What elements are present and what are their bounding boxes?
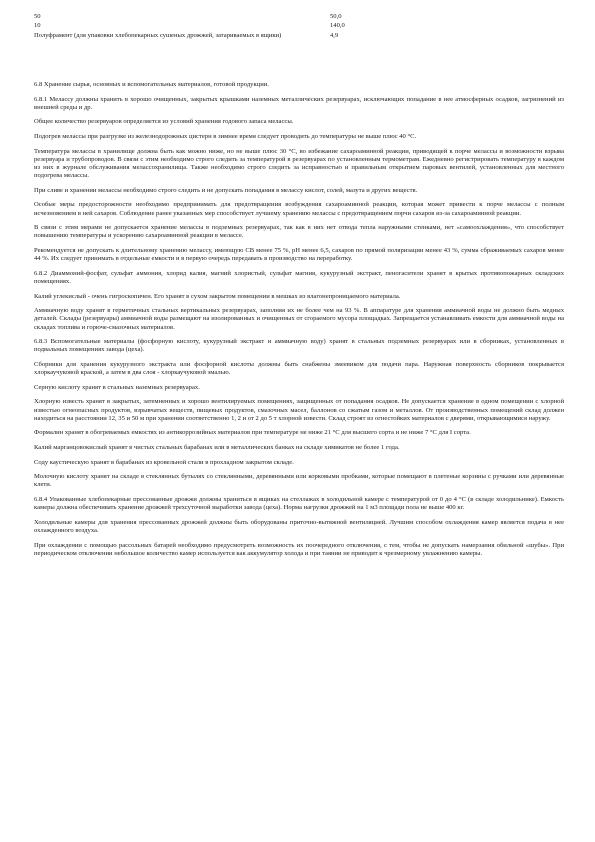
paragraph: 6.8.2 Диаммоний-фосфат, сульфат аммония, хлорид калия, магний хлористый, сульфат магния, кукурузный экстракт, пеногасители хранят в крытых противопожарных складских помещениях. [34, 269, 564, 285]
paragraph: Молочную кислоту хранят на складе в стеклянных бутылях со стеклянными, деревянными или корковыми пробками, которые помещают в плетеные корзины с ручками или деревянные клети. [34, 473, 564, 489]
paragraph: Особые меры предосторожности необходимо предпринимать для предотвращения возбуждения сахароаминной реакции, которая может привести к порче мелассы с полным исчезновением в ней сахаров. Соблюдение ранее указанных мер способствует лучшему хранению мелассы с предотвращением порчи сахаров из-за сахароаминной реакции. [34, 201, 564, 217]
table-row [34, 32, 554, 51]
table-row [34, 22, 554, 31]
table-cell: 4,9 [330, 31, 339, 39]
paragraph: Холодильные камеры для хранения прессованных дрожжей должны быть оборудованы приточно-вытяжной вентиляцией. Лучшим способом охлаждения камер является подача в нее охлажденного воздуха. [34, 518, 564, 534]
paragraph: Температура мелассы в хранилище должна быть как можно ниже, но не выше плюс 30 °С, во избежание сахароаминной реакции, приводящей к порче мелассы и возможности взрыва резервуара и трубопроводов. В связи с этим необходимо строго следить за температурой в резервуарах по установленным термометрам. Ежедневно регистрировать температуру в каждом из них в журнале обслуживания мелассохранилища. Также необходимо строго следить за исправностью и правильным открытием паровых вентилей, установленных для местного подогрева мелассы. [34, 147, 564, 180]
paragraph: Аммиачную воду хранят в герметичных стальных вертикальных резервуарах, заполняя их не более чем на 93 %. В аппаратуре для хранения аммиачной воды не должно быть медных деталей. Склады (резервуары) аммиачной воды размещают на изолированных и очищенных от сгораемого мусора площадках. Запрещается устанавливать емкости для аммиачной воды на складах топлива и горюче-смазочных материалов. [34, 307, 564, 331]
paragraph: Подогрев мелассы при разгрузке из железнодорожных цистерн в зимнее время следует проводить до температуры не выше плюс 40 °С. [34, 132, 417, 140]
paragraph: В связи с этим мерами не допускается хранение мелассы в подземных резервуарах, так как в них нет отвода тепла наружными стенками, нет «самоохлаждения», что способствует повышению температуры и ускорению сахароаминной реакции в мелассе. [34, 224, 564, 240]
table-cell: 50,0 [330, 13, 342, 20]
table-cell: 10 [34, 22, 41, 30]
paragraph: Хлорную известь хранят в закрытых, затемненных и хорошо вентилируемых помещениях, защищенных от попадания осадков. Не допускается хранение в одном помещении с хлорной известью огнеопасных продуктов, взрывчатых веществ, пищевых продуктов, смазочных масел, баллонов со сжатым газом и металлов. От производственных помещений склад должен находиться на расстоянии 12, 35 и 50 м при хранении соответственно 1, 2 и от 2 до 5 т хлорной извести. Склад строят из огнестойких материалов с дверями, открывающимися наружу. [34, 398, 564, 422]
paragraph: Сборники для хранения кукурузного экстракта или фосфорной кислоты должны быть снабжены змеевиком для подачи пара. Наружная поверхность сборников покрывается хлоркаучуковой краской, а затем в два слоя - хлоркаучуковой эмалью. [34, 360, 564, 377]
paragraph: 6.8.3 Вспомогательные материалы (фосфорную кислоту, кукурузный экстракт и аммиачную воду) хранят в стальных подземных резервуарах или в сборниках, установленных в подвальных помещениях завода (цеха). [34, 338, 564, 354]
table-cell: 140,0 [330, 22, 345, 30]
paragraph: Формалин хранят в обогреваемых емкостях из антикоррозийных материалов при температуре не ниже 21 °С для высшего сорта и не ниже 7 °С для I сорта. [34, 429, 471, 437]
paragraph: 6.8.1 Мелассу должны хранить в хорошо очищенных, закрытых крышками наземных металлических резервуарах, исключающих попадание в нее атмосферных осадков, загрязнений из внешней среды и др. [34, 95, 564, 111]
paragraph: Серную кислоту хранят в стальных наземных резервуарах. [34, 383, 200, 391]
paragraph: При охлаждении с помощью рассольных батарей необходимо предусмотреть возможность их поочередного отключения, с тем, чтобы не допускать намерзания обильной «шубы». При периодическом отключении небольшое количество камер используется как аккумулятор холода и при таянии не приводит к чрезмерному увлажнению камеры. [34, 541, 564, 557]
paragraph: Рекомендуется не допускать к длительному хранению мелассу, имеющую СВ менее 75 %, рН менее 6,5, сахаров по прямой поляризации менее 43 %, сумма сбраживаемых сахаров менее 44 %. Их следует принимать в отдельные емкости и в первую очередь передавать в производство на переработку. [34, 246, 564, 263]
document-body [34, 81, 564, 558]
table-cell: 50 [34, 13, 41, 20]
paragraph: Калий углекислый - очень гигроскопичен. Его хранят в сухом закрытом помещении в мешках из влагонепроницаемого материала. [34, 292, 401, 300]
paragraph: Соду каустическую хранят в барабанах из кровельной стали в прохладном закрытом складе. [34, 458, 294, 466]
packaging-table [34, 13, 554, 51]
paragraph: Общее количество резервуаров определяется из условий хранения годового запаса мелассы. [34, 118, 294, 126]
table-row [34, 13, 554, 22]
section-heading: 6.8 Хранение сырья, основных и вспомогательных материалов, готовой продукции. [34, 81, 269, 88]
paragraph: 6.8.4 Упакованные хлебопекарные прессованные дрожжи должны храниться в ящиках на стеллажах в холодильной камере с температурой от 0 до 4 °С (в складе холодильнике). Емкость камеры должна обеспечивать хранение дрожжей трехсуточной выработки завода (цеха). Норма нагрузки дрожжей на 1 м3 площади пола не выше 400 кг. [34, 495, 564, 512]
table-cell: Полуфрамент (для упаковки хлебопекарных сушеных дрожжей, затариваемых в ящики) [34, 31, 282, 39]
paragraph: При сливе и хранении мелассы необходимо строго следить и не допускать попадания в мелассу кислот, солей, мазута и других веществ. [34, 186, 418, 194]
paragraph: Калий марганцовокислый хранят в чистых стальных барабанах или в металлических банках на складе химикатов не более 1 года. [34, 443, 400, 451]
